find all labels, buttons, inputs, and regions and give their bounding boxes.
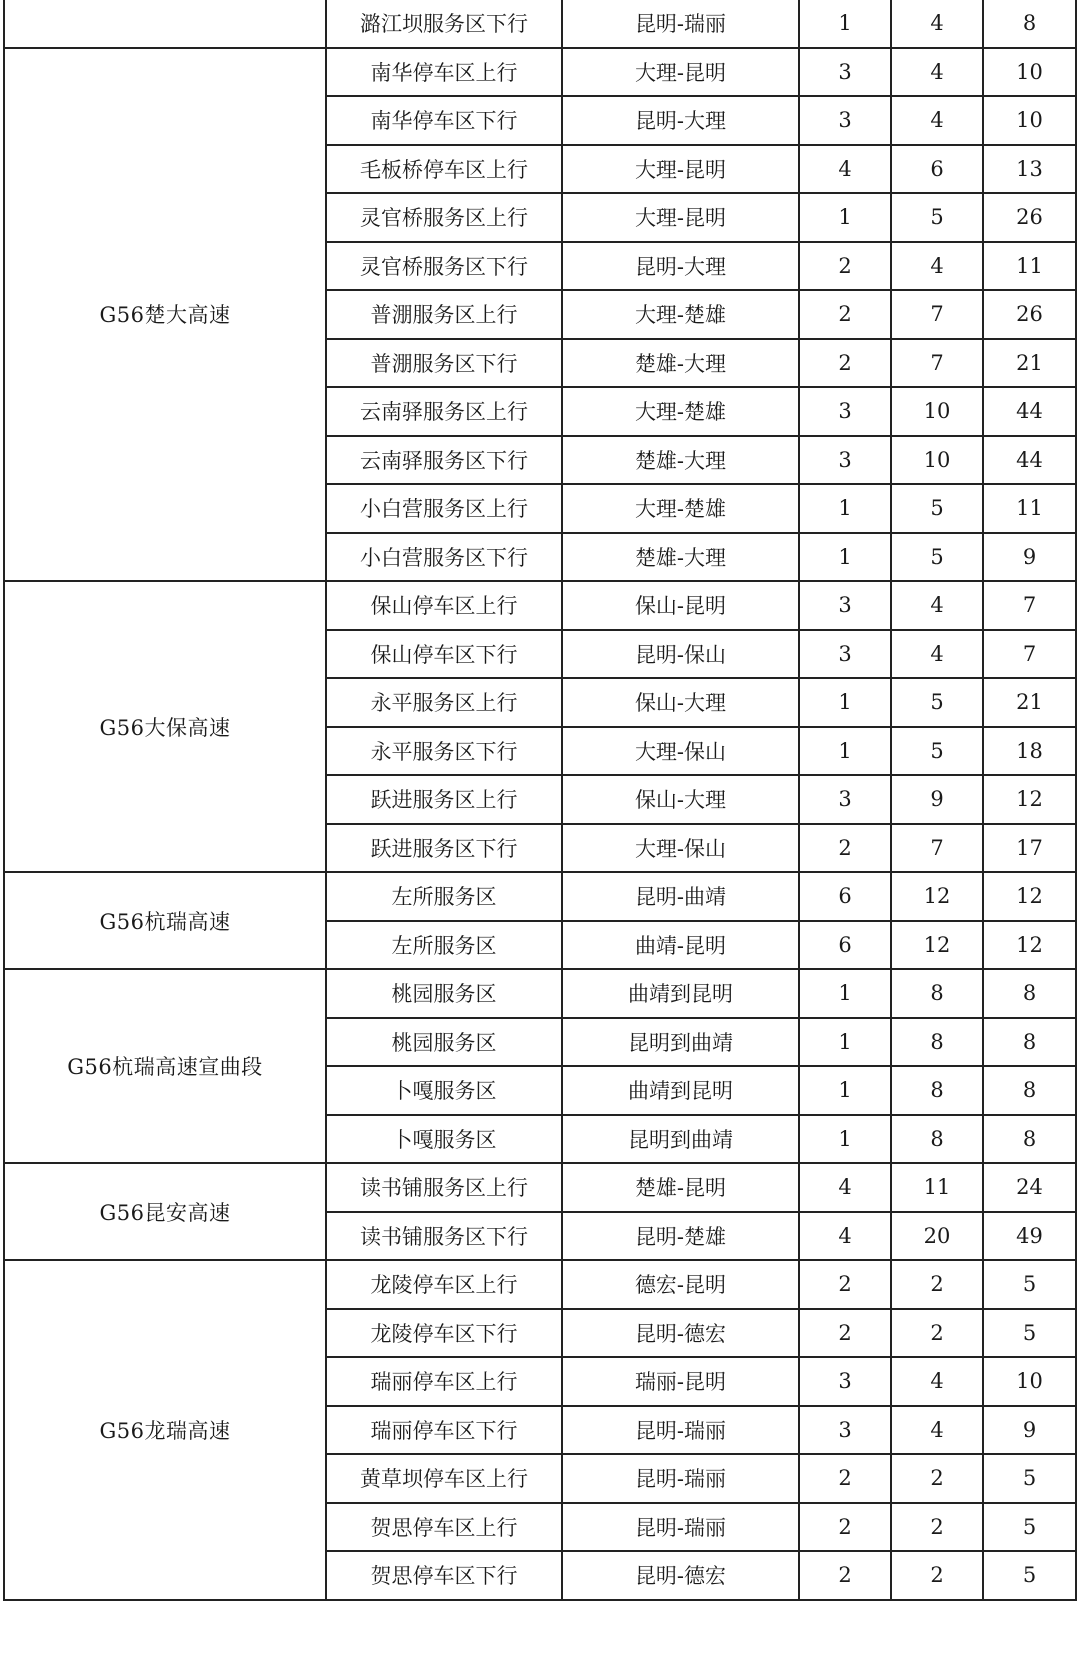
direction-cell: 昆明-楚雄 — [562, 1212, 799, 1261]
service-area-name-cell: 永平服务区下行 — [326, 727, 562, 776]
table-row — [4, 1260, 1076, 1309]
value-cell-1: 3 — [799, 1357, 891, 1406]
service-area-name-cell: 卜嘎服务区 — [326, 1115, 562, 1164]
value-cell-3: 13 — [983, 145, 1076, 194]
value-cell-2: 10 — [891, 387, 983, 436]
direction-cell: 昆明-瑞丽 — [562, 0, 799, 48]
service-area-table-container — [3, 0, 1075, 1601]
value-cell-3: 21 — [983, 678, 1076, 727]
value-cell-1: 3 — [799, 630, 891, 679]
value-cell-1: 1 — [799, 484, 891, 533]
service-area-name-cell: 贺思停车区下行 — [326, 1551, 562, 1600]
value-cell-2: 2 — [891, 1309, 983, 1358]
value-cell-1: 2 — [799, 1309, 891, 1358]
value-cell-2: 8 — [891, 969, 983, 1018]
value-cell-1: 2 — [799, 290, 891, 339]
value-cell-3: 5 — [983, 1309, 1076, 1358]
direction-cell: 昆明-瑞丽 — [562, 1454, 799, 1503]
value-cell-2: 4 — [891, 48, 983, 97]
value-cell-2: 9 — [891, 775, 983, 824]
service-area-name-cell: 小白营服务区上行 — [326, 484, 562, 533]
table-row — [4, 872, 1076, 921]
value-cell-2: 10 — [891, 436, 983, 485]
value-cell-3: 17 — [983, 824, 1076, 873]
value-cell-2: 5 — [891, 678, 983, 727]
value-cell-3: 21 — [983, 339, 1076, 388]
value-cell-2: 4 — [891, 581, 983, 630]
service-area-name-cell: 南华停车区上行 — [326, 48, 562, 97]
value-cell-1: 1 — [799, 0, 891, 48]
service-area-name-cell: 跃进服务区上行 — [326, 775, 562, 824]
value-cell-3: 5 — [983, 1551, 1076, 1600]
value-cell-3: 44 — [983, 436, 1076, 485]
direction-cell: 曲靖-昆明 — [562, 921, 799, 970]
value-cell-3: 10 — [983, 48, 1076, 97]
value-cell-3: 9 — [983, 533, 1076, 582]
direction-cell: 楚雄-大理 — [562, 533, 799, 582]
value-cell-1: 1 — [799, 727, 891, 776]
service-area-name-cell: 左所服务区 — [326, 872, 562, 921]
value-cell-3: 11 — [983, 242, 1076, 291]
value-cell-3: 8 — [983, 1066, 1076, 1115]
direction-cell: 大理-楚雄 — [562, 484, 799, 533]
value-cell-3: 12 — [983, 872, 1076, 921]
table-row — [4, 0, 1076, 48]
direction-cell: 曲靖到昆明 — [562, 1066, 799, 1115]
value-cell-2: 6 — [891, 145, 983, 194]
highway-name-cell: G56杭瑞高速 — [4, 872, 326, 969]
value-cell-3: 26 — [983, 193, 1076, 242]
value-cell-3: 7 — [983, 630, 1076, 679]
value-cell-2: 5 — [891, 533, 983, 582]
value-cell-1: 1 — [799, 533, 891, 582]
service-area-name-cell: 毛板桥停车区上行 — [326, 145, 562, 194]
value-cell-3: 9 — [983, 1406, 1076, 1455]
direction-cell: 大理-昆明 — [562, 145, 799, 194]
service-area-name-cell: 保山停车区下行 — [326, 630, 562, 679]
value-cell-2: 4 — [891, 96, 983, 145]
value-cell-2: 12 — [891, 872, 983, 921]
value-cell-1: 6 — [799, 872, 891, 921]
value-cell-3: 5 — [983, 1503, 1076, 1552]
value-cell-2: 4 — [891, 630, 983, 679]
service-area-name-cell: 卜嘎服务区 — [326, 1066, 562, 1115]
value-cell-2: 4 — [891, 1406, 983, 1455]
value-cell-3: 5 — [983, 1260, 1076, 1309]
value-cell-1: 1 — [799, 969, 891, 1018]
service-area-name-cell: 灵官桥服务区上行 — [326, 193, 562, 242]
service-area-name-cell: 瑞丽停车区上行 — [326, 1357, 562, 1406]
service-area-name-cell: 云南驿服务区下行 — [326, 436, 562, 485]
value-cell-3: 8 — [983, 1115, 1076, 1164]
direction-cell: 德宏-昆明 — [562, 1260, 799, 1309]
direction-cell: 楚雄-大理 — [562, 436, 799, 485]
value-cell-2: 20 — [891, 1212, 983, 1261]
value-cell-3: 7 — [983, 581, 1076, 630]
service-area-name-cell: 左所服务区 — [326, 921, 562, 970]
direction-cell: 大理-保山 — [562, 824, 799, 873]
value-cell-2: 2 — [891, 1454, 983, 1503]
direction-cell: 瑞丽-昆明 — [562, 1357, 799, 1406]
value-cell-1: 6 — [799, 921, 891, 970]
service-area-name-cell: 读书铺服务区下行 — [326, 1212, 562, 1261]
value-cell-3: 10 — [983, 96, 1076, 145]
value-cell-3: 11 — [983, 484, 1076, 533]
value-cell-2: 7 — [891, 824, 983, 873]
direction-cell: 曲靖到昆明 — [562, 969, 799, 1018]
value-cell-2: 5 — [891, 727, 983, 776]
value-cell-2: 12 — [891, 921, 983, 970]
highway-name-cell — [4, 0, 326, 48]
direction-cell: 昆明-保山 — [562, 630, 799, 679]
direction-cell: 昆明-瑞丽 — [562, 1503, 799, 1552]
direction-cell: 大理-保山 — [562, 727, 799, 776]
service-area-name-cell: 云南驿服务区上行 — [326, 387, 562, 436]
service-area-name-cell: 龙陵停车区上行 — [326, 1260, 562, 1309]
value-cell-1: 1 — [799, 1018, 891, 1067]
highway-name-cell: G56大保高速 — [4, 581, 326, 872]
value-cell-3: 10 — [983, 1357, 1076, 1406]
value-cell-2: 4 — [891, 242, 983, 291]
highway-name-cell: G56昆安高速 — [4, 1163, 326, 1260]
value-cell-3: 44 — [983, 387, 1076, 436]
value-cell-2: 8 — [891, 1018, 983, 1067]
value-cell-2: 5 — [891, 484, 983, 533]
value-cell-1: 2 — [799, 1454, 891, 1503]
value-cell-3: 49 — [983, 1212, 1076, 1261]
direction-cell: 保山-大理 — [562, 775, 799, 824]
service-area-name-cell: 桃园服务区 — [326, 1018, 562, 1067]
value-cell-2: 2 — [891, 1551, 983, 1600]
service-area-name-cell: 南华停车区下行 — [326, 96, 562, 145]
value-cell-3: 5 — [983, 1454, 1076, 1503]
table-row — [4, 969, 1076, 1018]
service-area-name-cell: 普淜服务区下行 — [326, 339, 562, 388]
value-cell-1: 3 — [799, 1406, 891, 1455]
value-cell-1: 4 — [799, 1163, 891, 1212]
value-cell-1: 3 — [799, 436, 891, 485]
table-row — [4, 1163, 1076, 1212]
service-area-name-cell: 黄草坝停车区上行 — [326, 1454, 562, 1503]
value-cell-1: 3 — [799, 775, 891, 824]
service-area-name-cell: 小白营服务区下行 — [326, 533, 562, 582]
value-cell-2: 8 — [891, 1115, 983, 1164]
direction-cell: 昆明到曲靖 — [562, 1115, 799, 1164]
value-cell-2: 2 — [891, 1503, 983, 1552]
value-cell-2: 2 — [891, 1260, 983, 1309]
highway-name-cell: G56杭瑞高速宣曲段 — [4, 969, 326, 1163]
value-cell-3: 12 — [983, 921, 1076, 970]
value-cell-3: 8 — [983, 0, 1076, 48]
service-area-name-cell: 桃园服务区 — [326, 969, 562, 1018]
value-cell-1: 4 — [799, 145, 891, 194]
value-cell-1: 2 — [799, 1551, 891, 1600]
value-cell-1: 4 — [799, 1212, 891, 1261]
value-cell-1: 2 — [799, 339, 891, 388]
value-cell-3: 26 — [983, 290, 1076, 339]
value-cell-1: 1 — [799, 193, 891, 242]
value-cell-3: 8 — [983, 969, 1076, 1018]
value-cell-1: 3 — [799, 96, 891, 145]
direction-cell: 昆明-大理 — [562, 242, 799, 291]
table-row — [4, 581, 1076, 630]
value-cell-2: 11 — [891, 1163, 983, 1212]
value-cell-3: 24 — [983, 1163, 1076, 1212]
direction-cell: 大理-楚雄 — [562, 387, 799, 436]
highway-name-cell: G56楚大高速 — [4, 48, 326, 582]
service-area-name-cell: 跃进服务区下行 — [326, 824, 562, 873]
value-cell-1: 2 — [799, 1260, 891, 1309]
direction-cell: 大理-昆明 — [562, 48, 799, 97]
value-cell-3: 18 — [983, 727, 1076, 776]
highway-name-cell: G56龙瑞高速 — [4, 1260, 326, 1600]
value-cell-1: 2 — [799, 824, 891, 873]
table-row — [4, 48, 1076, 97]
service-area-name-cell: 龙陵停车区下行 — [326, 1309, 562, 1358]
direction-cell: 昆明-大理 — [562, 96, 799, 145]
direction-cell: 昆明-德宏 — [562, 1551, 799, 1600]
direction-cell: 保山-大理 — [562, 678, 799, 727]
value-cell-1: 1 — [799, 1115, 891, 1164]
direction-cell: 大理-昆明 — [562, 193, 799, 242]
direction-cell: 昆明-瑞丽 — [562, 1406, 799, 1455]
value-cell-1: 3 — [799, 581, 891, 630]
service-area-name-cell: 瑞丽停车区下行 — [326, 1406, 562, 1455]
service-area-name-cell: 保山停车区上行 — [326, 581, 562, 630]
direction-cell: 昆明-曲靖 — [562, 872, 799, 921]
value-cell-1: 2 — [799, 1503, 891, 1552]
service-area-name-cell: 贺思停车区上行 — [326, 1503, 562, 1552]
direction-cell: 楚雄-大理 — [562, 339, 799, 388]
direction-cell: 昆明-德宏 — [562, 1309, 799, 1358]
value-cell-2: 8 — [891, 1066, 983, 1115]
value-cell-1: 1 — [799, 678, 891, 727]
value-cell-2: 7 — [891, 290, 983, 339]
value-cell-2: 5 — [891, 193, 983, 242]
service-area-name-cell: 普淜服务区上行 — [326, 290, 562, 339]
value-cell-2: 4 — [891, 1357, 983, 1406]
value-cell-3: 12 — [983, 775, 1076, 824]
table-body — [4, 0, 1076, 1600]
value-cell-1: 1 — [799, 1066, 891, 1115]
value-cell-1: 2 — [799, 242, 891, 291]
direction-cell: 楚雄-昆明 — [562, 1163, 799, 1212]
service-area-name-cell: 读书铺服务区上行 — [326, 1163, 562, 1212]
value-cell-2: 7 — [891, 339, 983, 388]
value-cell-2: 4 — [891, 0, 983, 48]
service-area-name-cell: 灵官桥服务区下行 — [326, 242, 562, 291]
service-area-name-cell: 潞江坝服务区下行 — [326, 0, 562, 48]
value-cell-1: 3 — [799, 48, 891, 97]
direction-cell: 保山-昆明 — [562, 581, 799, 630]
direction-cell: 大理-楚雄 — [562, 290, 799, 339]
value-cell-1: 3 — [799, 387, 891, 436]
direction-cell: 昆明到曲靖 — [562, 1018, 799, 1067]
service-area-table — [3, 0, 1077, 1601]
value-cell-3: 8 — [983, 1018, 1076, 1067]
service-area-name-cell: 永平服务区上行 — [326, 678, 562, 727]
